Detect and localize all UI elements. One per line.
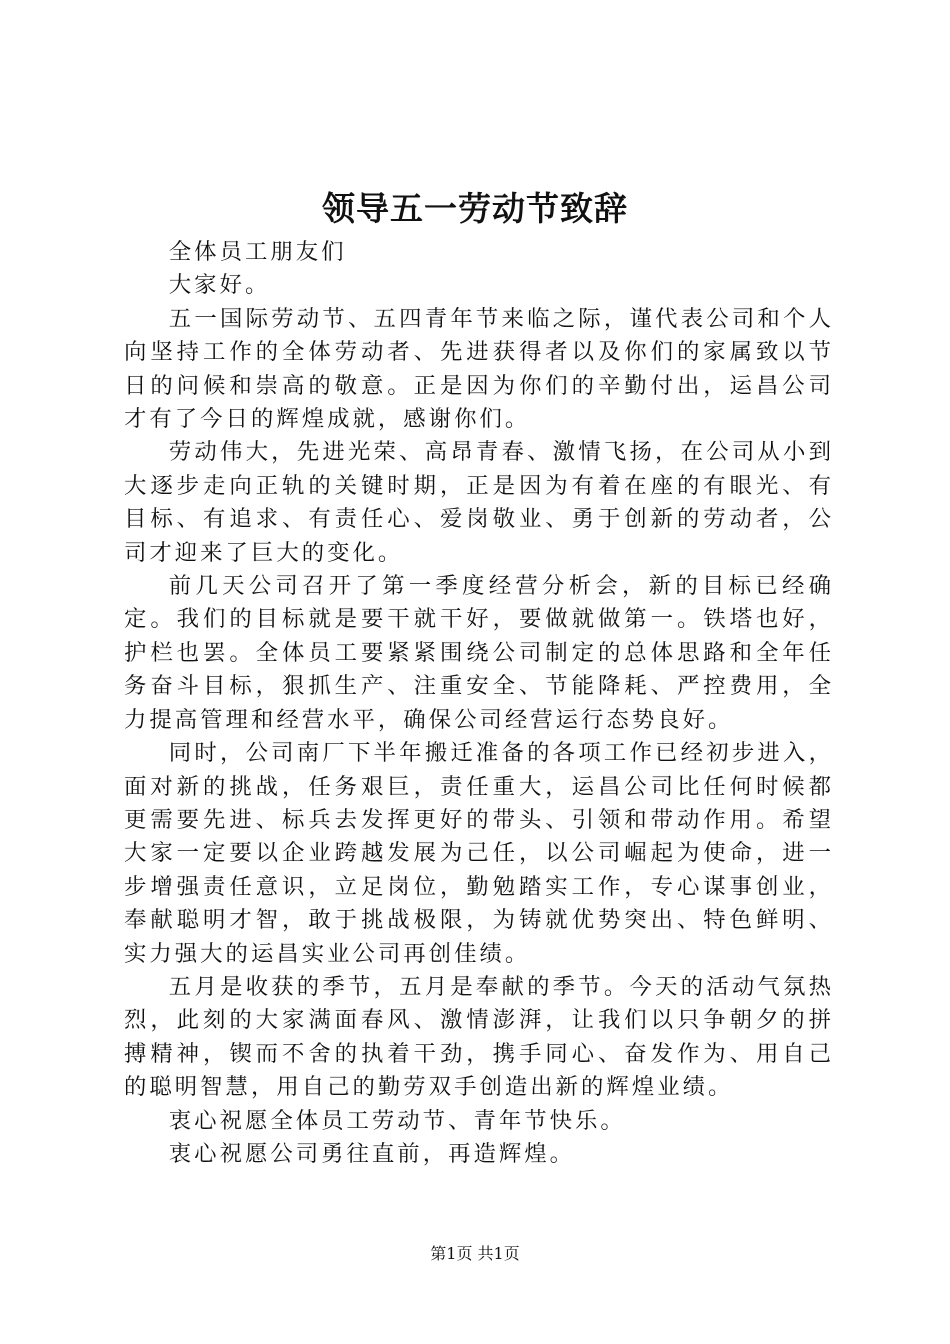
body-paragraph: 五一国际劳动节、五四青年节来临之际，谨代表公司和个人向坚持工作的全体劳动者、先进获得者以及你们的家属致以节日的问候和崇高的敬意。正是因为你们的辛勤付出，运昌公司才有了今日的辉煌成就，感谢你们。 [124, 305, 834, 433]
closing-paragraph: 衷心祝愿全体员工劳动节、青年节快乐。 [168, 1107, 626, 1134]
body-paragraph: 同时，公司南厂下半年搬迁准备的各项工作已经初步进入，面对新的挑战，任务艰巨，责任重大，运昌公司比任何时候都更需要先进、标兵去发挥更好的带头、引领和带动作用。希望大家一定要以企业跨越发展为己任，以公司崛起为使命，进一步增强责任意识，立足岗位，勤勉踏实工作，专心谋事创业，奉献聪明才智，敢于挑战极限，为铸就优势突出、特色鲜明、实力强大的运昌实业公司再创佳绩。 [124, 740, 834, 967]
document-body [124, 236, 834, 1171]
salutation-paragraph: 全体员工朋友们 [168, 239, 347, 265]
page-total: 共1页 [477, 1244, 520, 1263]
document-title: 领导五一劳动节致辞 [322, 189, 628, 228]
body-paragraph: 劳动伟大，先进光荣、高昂青春、激情飞扬，在公司从小到大逐步走向正轨的关键时期，正是因为有着在座的有眼光、有目标、有追求、有责任心、爱岗敬业、勇于创新的劳动者，公司才迎来了巨大的变化。 [124, 439, 834, 566]
page-footer [0, 1243, 950, 1265]
greeting-paragraph: 大家好。 [168, 272, 271, 299]
body-paragraph: 前几天公司召开了第一季度经营分析会，新的目标已经确定。我们的目标就是要干就干好，要做就做第一。铁塔也好，护栏也罢。全体员工要紧紧围绕公司制定的总体思路和全年任务奋斗目标，狠抓生产、注重安全、节能降耗、严控费用，全力提高管理和经营水平，确保公司经营运行态势良好。 [124, 573, 834, 733]
body-paragraph: 五月是收获的季节，五月是奉献的季节。今天的活动气氛热烈，此刻的大家满面春风、激情澎湃，让我们以只争朝夕的拼搏精神，锲而不舍的执着干劲，携手同心、奋发作为、用自己的聪明智慧，用自己的勤劳双手创造出新的辉煌业绩。 [124, 973, 834, 1101]
closing-paragraph: 衷心祝愿公司勇往直前，再造辉煌。 [168, 1140, 576, 1167]
page-number: 第1页 [430, 1244, 473, 1263]
